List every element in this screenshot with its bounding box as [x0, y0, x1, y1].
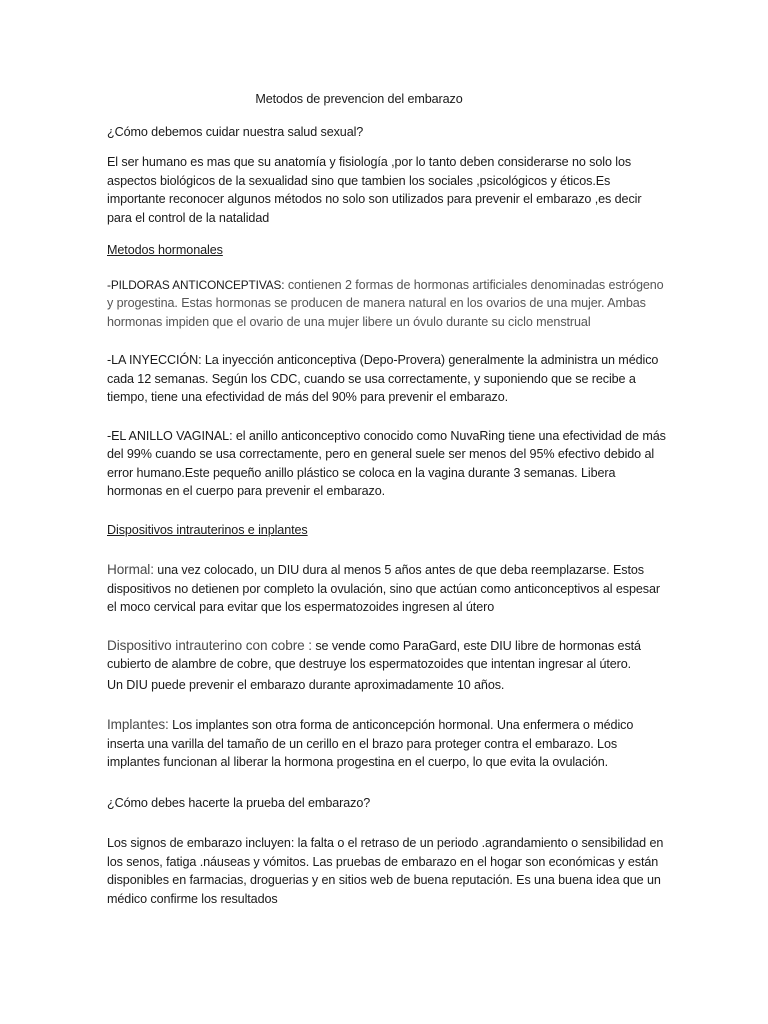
paragraph-hormal — [107, 561, 667, 617]
label-cobre: Dispositivo intrauterino con cobre : — [107, 637, 312, 653]
text-inyeccion: La inyección anticonceptiva (Depo-Provera) generalmente la administra un médico cada 12 semanas. Según los CDC, cuando se usa correctamente, y suponiendo que se recibe a tiempo, tiene una efectividad de más del 90% para prevenir el embarazo. — [107, 353, 659, 404]
text-anillo: el anillo anticonceptivo conocido como NuvaRing tiene una efectividad de más del 99% cuando se usa correctamente, pero en general suele ser menos del 95% efectivo debido al error humano.Este pequeño anillo plástico se coloca en la vagina durante 3 semanas. Libera hormonas en el cuerpo para prevenir el embarazo. — [107, 428, 666, 498]
label-pildoras: -PILDORAS ANTICONCEPTIVAS: — [107, 277, 285, 292]
section-heading-diu: Dispositivos intrauterinos e inplantes — [107, 522, 308, 537]
label-anillo: -EL ANILLO VAGINAL: — [107, 428, 233, 443]
paragraph-cobre — [107, 637, 667, 674]
text-cobre: se vende como ParaGard, este DIU libre de hormonas está cubierto de alambre de cobre, que destruye los espermatozoides que intentan ingresar al útero. — [107, 638, 641, 671]
text-implantes: Los implantes son otra forma de anticoncepción hormonal. Una enfermera o médico inserta una varilla del tamaño de un cerillo en el brazo para proteger contra el embarazo. Los implantes funcionan al liberar la hormona progestina en el cuerpo, lo que evita la ovulación. — [107, 718, 634, 769]
label-inyeccion: -LA INYECCIÓN: — [107, 353, 202, 367]
paragraph-implantes — [107, 716, 667, 772]
text-pildoras: contienen 2 formas de hormonas artificiales denominadas estrógeno y progestina. Estas hormonas se producen de manera natural en los ovarios de una mujer. Ambas hormonas impiden que el ovario de una mujer libere un óvulo durante su ciclo menstrual — [107, 277, 664, 329]
label-implantes: Implantes: — [107, 717, 169, 732]
question-prueba-embarazo: ¿Cómo debes hacerte la prueba del embarazo? — [107, 795, 371, 810]
section-heading-hormonales: Metodos hormonales — [107, 243, 223, 257]
paragraph-cobre-duracion: Un DIU puede prevenir el embarazo durante aproximadamente 10 años. — [107, 677, 505, 692]
paragraph-anillo — [107, 427, 667, 501]
question-salud-sexual: ¿Cómo debemos cuidar nuestra salud sexual? — [107, 124, 364, 139]
intro-paragraph: El ser humano es mas que su anatomía y fisiología ,por lo tanto deben considerarse no solo los aspectos biológicos de la sexualidad sino que tambien los sociales ,psicológicos y éticos.Es importante reconocer algunos métodos no solo son utilizados para prevenir el embarazo ,es decir para el control de la natalidad — [107, 155, 642, 225]
paragraph-inyeccion — [107, 351, 667, 407]
text-hormal: una vez colocado, un DIU dura al menos 5 años antes de que deba reemplazarse. Estos dispositivos no detienen por completo la ovulación, sino que actúan como anticonceptivos al espesar el moco cervical para evitar que los espermatozoides ingresen al útero — [107, 563, 660, 614]
page-title: Metodos de prevencion del embarazo — [255, 92, 463, 106]
paragraph-pildoras — [107, 276, 667, 332]
label-hormal: Hormal: — [107, 562, 154, 577]
paragraph-signos: Los signos de embarazo incluyen: la falta o el retraso de un periodo .agrandamiento o sensibilidad en los senos, fatiga .náuseas y vómitos. Las pruebas de embarazo en el hogar son económicas y están disponibles en farmacias, droguerias y en sitios web de buena reputación. Es una buena idea que un médico confirme los resultados — [107, 836, 664, 906]
document-body — [107, 90, 667, 908]
